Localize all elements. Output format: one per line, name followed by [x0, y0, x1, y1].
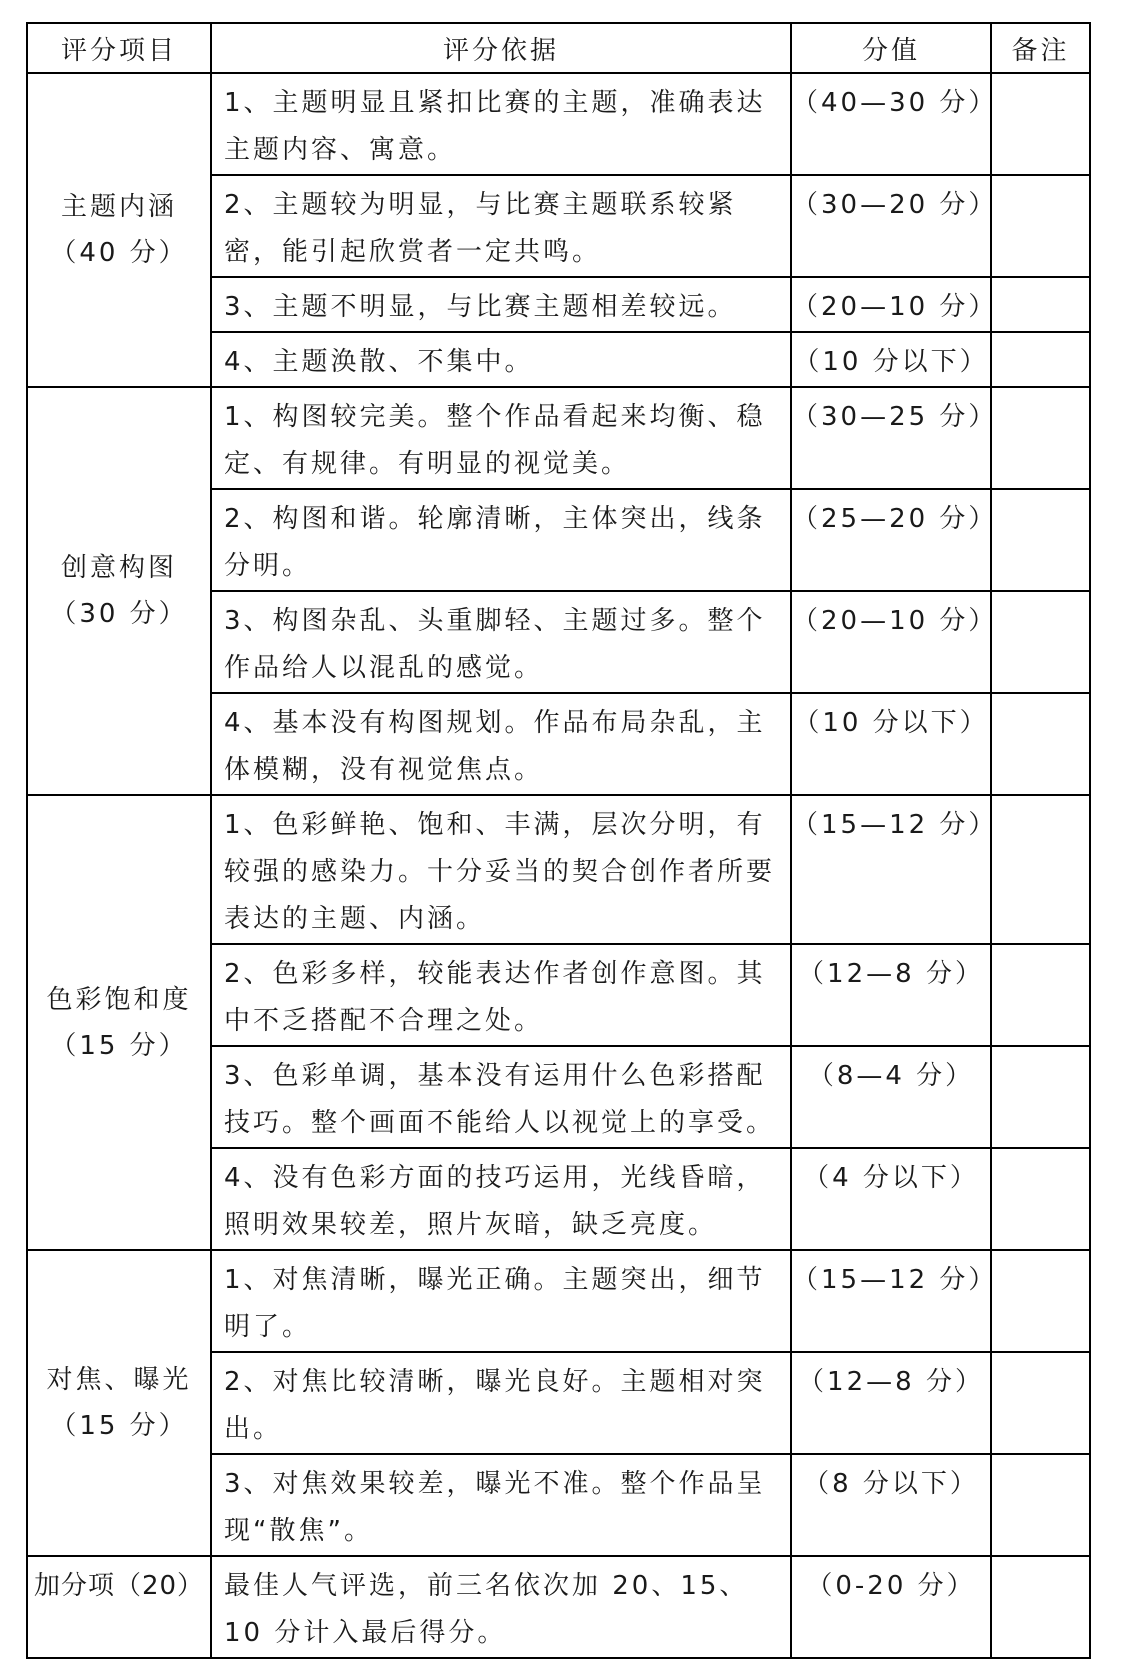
notes-cell	[991, 1556, 1090, 1658]
header-item: 评分项目	[27, 23, 211, 73]
category-points: （15 分）	[50, 1411, 188, 1441]
criterion-text: 3、主题不明显，与比赛主题相差较远。	[211, 277, 791, 332]
category-name: 对焦、曝光	[46, 1365, 192, 1395]
table-row	[27, 1250, 1090, 1352]
criterion-text: 1、构图较完美。整个作品看起来均衡、稳定、有规律。有明显的视觉美。	[211, 387, 791, 489]
bonus-row	[27, 1556, 1090, 1658]
notes-cell	[991, 1454, 1090, 1556]
score-range: （4 分以下）	[791, 1148, 991, 1250]
category-name: 主题内涵	[60, 192, 177, 222]
score-range: （8 分以下）	[791, 1454, 991, 1556]
score-range: （20—10 分）	[791, 591, 991, 693]
score-range: （25—20 分）	[791, 489, 991, 591]
criterion-text: 4、主题涣散、不集中。	[211, 332, 791, 387]
score-range: （15—12 分）	[791, 1250, 991, 1352]
criterion-text: 1、对焦清晰，曝光正确。主题突出，细节明了。	[211, 1250, 791, 1352]
criterion-text: 2、色彩多样，较能表达作者创作意图。其中不乏搭配不合理之处。	[211, 944, 791, 1046]
criterion-text: 4、没有色彩方面的技巧运用，光线昏暗，照明效果较差，照片灰暗，缺乏亮度。	[211, 1148, 791, 1250]
table-row	[27, 73, 1090, 175]
notes-cell	[991, 332, 1090, 387]
criterion-text: 4、基本没有构图规划。作品布局杂乱，主体模糊，没有视觉焦点。	[211, 693, 791, 795]
criterion-text: 3、构图杂乱、头重脚轻、主题过多。整个作品给人以混乱的感觉。	[211, 591, 791, 693]
table-row	[27, 387, 1090, 489]
notes-cell	[991, 693, 1090, 795]
category-name: 创意构图	[60, 553, 177, 583]
bonus-criterion-text: 最佳人气评选，前三名依次加 20、15、10 分计入最后得分。	[211, 1556, 791, 1658]
table-row	[27, 795, 1090, 944]
score-range: （20—10 分）	[791, 277, 991, 332]
score-range: （8—4 分）	[791, 1046, 991, 1148]
notes-cell	[991, 591, 1090, 693]
header-basis: 评分依据	[211, 23, 791, 73]
notes-cell	[991, 489, 1090, 591]
score-range: （15—12 分）	[791, 795, 991, 944]
score-range: （30—20 分）	[791, 175, 991, 277]
score-range: （30—25 分）	[791, 387, 991, 489]
header-notes: 备注	[991, 23, 1090, 73]
category-name: 色彩饱和度	[46, 984, 192, 1015]
category-cell	[27, 387, 211, 795]
header-row	[27, 23, 1090, 73]
score-range: （10 分以下）	[791, 332, 991, 387]
category-points: （30 分）	[50, 599, 188, 629]
bonus-name: 加分项（20）	[27, 1556, 211, 1658]
category-cell	[27, 795, 211, 1250]
notes-cell	[991, 73, 1090, 175]
notes-cell	[991, 277, 1090, 332]
criterion-text: 3、对焦效果较差，曝光不准。整个作品呈现“散焦”。	[211, 1454, 791, 1556]
scoring-rubric-table	[26, 22, 1091, 1659]
score-range: （12—8 分）	[791, 1352, 991, 1454]
bonus-score-range: （0-20 分）	[791, 1556, 991, 1658]
notes-cell	[991, 175, 1090, 277]
category-points: （40 分）	[50, 238, 188, 268]
notes-cell	[991, 1148, 1090, 1250]
header-score: 分值	[791, 23, 991, 73]
criterion-text: 2、主题较为明显，与比赛主题联系较紧密，能引起欣赏者一定共鸣。	[211, 175, 791, 277]
category-cell	[27, 1250, 211, 1556]
criterion-text: 1、主题明显且紧扣比赛的主题，准确表达主题内容、寓意。	[211, 73, 791, 175]
criterion-text: 2、构图和谐。轮廓清晰，主体突出，线条分明。	[211, 489, 791, 591]
notes-cell	[991, 1250, 1090, 1352]
criterion-text: 2、对焦比较清晰，曝光良好。主题相对突出。	[211, 1352, 791, 1454]
criterion-text: 3、色彩单调，基本没有运用什么色彩搭配技巧。整个画面不能给人以视觉上的享受。	[211, 1046, 791, 1148]
notes-cell	[991, 795, 1090, 944]
score-range: （12—8 分）	[791, 944, 991, 1046]
score-range: （40—30 分）	[791, 73, 991, 175]
category-points: （15 分）	[50, 1030, 188, 1061]
score-range: （10 分以下）	[791, 693, 991, 795]
notes-cell	[991, 1046, 1090, 1148]
criterion-text: 1、色彩鲜艳、饱和、丰满，层次分明，有较强的感染力。十分妥当的契合创作者所要表达的主题、内涵。	[211, 795, 791, 944]
notes-cell	[991, 387, 1090, 489]
notes-cell	[991, 1352, 1090, 1454]
category-cell	[27, 73, 211, 387]
notes-cell	[991, 944, 1090, 1046]
